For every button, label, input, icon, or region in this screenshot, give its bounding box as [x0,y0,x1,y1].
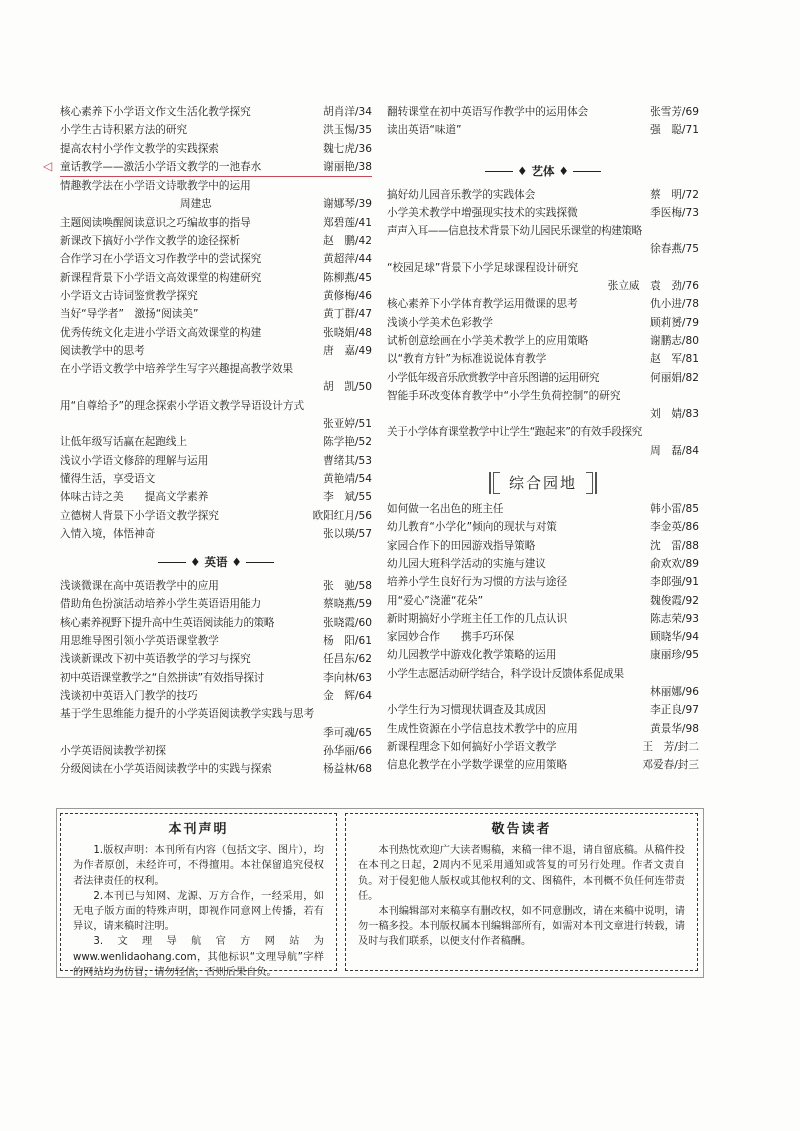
toc-row[interactable]: 新课程背景下小学语文高效课堂的构建研究 陈柳燕/45 [60,271,372,284]
toc-row[interactable]: 浅谈初中英语入门教学的技巧 金 辉/64 [60,689,372,702]
notice-title: 本刊声明 [168,822,229,837]
toc-row[interactable]: 浅议小学语文修辞的理解与运用 曹绪其/53 [60,454,372,467]
toc-row-wrapped[interactable]: 小学生志愿活动研学结合，科学设计反馈体系促成果 林丽娜/96 [387,667,699,699]
toc-row[interactable]: 提高农村小学作文教学的实践探索 魏七虎/36 [60,142,372,155]
toc-row[interactable]: 主题阅读唤醒阅读意识之巧编故事的指导 郑碧莲/41 [60,216,372,229]
toc-row[interactable]: 如何做一名出色的班主任 韩小雷/85 [387,503,699,516]
toc-row[interactable]: 翻转课堂在初中英语写作教学中的运用体会 张雪芳/69 [387,106,699,118]
toc-row[interactable]: 让低年级写话赢在起跑线上 陈学艳/52 [60,436,372,449]
readers-box [345,813,698,971]
toc-row[interactable]: 读出英语“味道” 强 聪/71 [387,124,699,137]
readers-title: 敬告读者 [491,822,552,837]
toc-row[interactable]: 核心素养下小学体育教学运用微课的思考 仇小进/78 [387,298,699,311]
toc-row[interactable]: 合作学习在小学语文习作教学中的尝试探究 黄超萍/44 [60,253,372,266]
toc-row[interactable]: 核心素养下小学语文作文生活化教学探究 胡肖洋/34 [60,106,372,118]
toc-row[interactable]: 浅谈新课改下初中英语教学的学习与探究 任昌东/62 [60,653,372,666]
readers-paragraph: 本刊热忱欢迎广大读者赐稿，来稿一律不退，请自留底稿。从稿件投在本刊之日起，2周内不见采用通知或答复的可另行处理。作者文责自负。对于侵犯他人版权或其他权利的文、图稿件，本刊概不负任何连带责任。 [358,845,685,902]
list-left-top [43,103,372,177]
list-left [60,214,372,360]
notice-paragraph: 3.文理导航官方网站为 www.wenlidaohang.com，其他标识“文理导航”字样的网站均为仿冒，请勿轻信，否则后果自负。 [73,936,324,978]
toc-row[interactable]: 立德树人背景下小学语文教学探究 欧阳红月/56 [60,509,372,522]
toc-row[interactable]: 家园合作下的田园游戏指导策略 沈 雷/88 [387,539,699,552]
left-column [43,103,372,778]
readers-paragraph: 本刊编辑部对来稿享有删改权，如不同意删改，请在来稿中说明，请勿一稿多投。本刊版权属本刊编辑部所有，如需对本刊文章进行转载，请及时与我们联系，以便支付作者稿酬。 [358,906,685,948]
notice-box [60,813,337,978]
toc-row[interactable]: 当好“导学者” 激扬“阅读美” 黄丁群/47 [60,308,372,321]
toc-row[interactable]: 浅谈微课在高中英语教学中的应用 张 驰/58 [60,580,372,593]
toc-row-wrapped[interactable]: 情趣教学法在小学语文诗歌教学中的运用 周建忠 谢娜琴/39 [60,180,372,211]
section-heading-art: ♦ 艺体 ♦ [387,156,699,186]
diamond-icon: ♦ [558,163,569,178]
toc-row[interactable]: 以“教育方针”为标准说说体育教学 赵 军/81 [387,353,699,366]
toc-row[interactable]: 幼儿园教学中游戏化教学策略的运用 康丽珍/95 [387,649,699,662]
toc-row[interactable]: 小学美术教学中增强现实技术的实践探微 季医梅/73 [387,206,699,219]
toc-row-wrapped[interactable]: 声声入耳——信息技术背景下幼儿园民乐课堂的构建策略 徐春燕/75 [387,225,699,256]
toc-row[interactable]: 懂得生活，享受语文 黄艳靖/54 [60,472,372,485]
toc-row[interactable]: 小学语文古诗词鉴赏教学探究 黄修梅/46 [60,289,372,302]
toc-row[interactable]: 新时期搞好小学班主任工作的几点认识 陈志荣/93 [387,612,699,625]
list-zonghe [387,500,699,665]
toc-row-highlighted[interactable]: ◁ 童话教学——激活小学语文教学的一池春水 谢丽艳/38 [60,158,372,177]
toc-row[interactable]: 小学生行为习惯现状调查及其成因 李正良/97 [387,704,699,717]
list-art-2 [387,295,699,386]
toc-row[interactable]: 幼儿教育“小学化”倾向的现状与对策 李金英/86 [387,521,699,534]
notice-paragraph: 1.版权声明：本刊所有内容（包括文字、图片），均为作者原创，未经许可，不得擅用。本社保留追究侵权者法律责任的权利。 [73,845,324,887]
list-zonghe-2 [387,701,699,774]
toc-row-wrapped[interactable]: 用“自尊给予”的理念探索小学语文教学导语设计方式 张亚婷/51 [60,399,372,431]
toc-row[interactable]: 小学英语阅读教学初探 孙华丽/66 [60,744,372,757]
toc-row[interactable]: 信息化教学在小学数学课堂的应用策略 邓爱春/封三 [387,759,699,772]
list-right-top [387,103,699,140]
toc-row[interactable]: 小学低年级音乐欣赏教学中音乐图谱的运用研究 何丽娟/82 [387,371,699,384]
right-column [387,103,699,775]
hand-mark-icon: ◁ [43,158,53,173]
toc-row[interactable]: 试析创意绘画在小学美术教学上的应用策略 谢鹏志/80 [387,334,699,347]
diamond-icon: ♦ [190,555,201,570]
list-english-2 [60,742,372,779]
toc-row[interactable]: 浅谈小学美术色彩教学 顾莉赟/79 [387,316,699,329]
section-heading-english: ♦ 英语 ♦ [60,547,372,577]
notice-paragraph: 2.本刊已与知网、龙源、万方合作，一经采用，如无电子版方面的特殊声明，即视作同意网上传播，若有异议，请来稿时注明。 [73,890,324,933]
toc-row[interactable]: 新课程理念下如何搞好小学语文教学 王 芳/封二 [387,740,699,753]
toc-row-wrapped[interactable]: “校园足球”背景下小学足球课程设计研究 张立威 袁 劲/76 [387,261,699,293]
toc-row[interactable]: 优秀传统文化走进小学语文高效课堂的构建 张晓娟/48 [60,326,372,339]
toc-row[interactable]: 用思维导图引领小学英语课堂教学 杨 阳/61 [60,635,372,648]
toc-row[interactable]: 生成性资源在小学信息技术教学中的应用 黄景华/98 [387,722,699,735]
section-banner-zonghe: 综合园地 [489,472,597,494]
toc-row[interactable]: 培养小学生良好行为习惯的方法与途径 李郎强/91 [387,576,699,589]
toc-row[interactable]: 核心素养视野下提升高中生英语阅读能力的策略 张晓霞/60 [60,616,372,629]
list-left-2 [60,433,372,543]
toc-row[interactable]: 入情入境，体悟神奇 张以瑛/57 [60,527,372,540]
toc-row[interactable]: 分级阅读在小学英语阅读教学中的实践与探索 杨益林/68 [60,763,372,776]
list-art [387,186,699,223]
toc-row[interactable]: 幼儿园大班科学活动的实施与建议 俞欢欢/89 [387,557,699,570]
toc-row[interactable]: 体味古诗之美 提高文学素养 李 斌/55 [60,491,372,504]
toc-row[interactable]: 新课改下搞好小学作文教学的途径探析 赵 鹏/42 [60,235,372,248]
diamond-icon: ♦ [517,163,528,178]
toc-row[interactable]: 家园妙合作 携手巧环保 顾晓华/94 [387,631,699,644]
toc-row-wrapped[interactable]: 关于小学体育课堂教学中让学生“跑起来”的有效手段探究 周 磊/84 [387,426,699,457]
toc-row[interactable]: 阅读教学中的思考 唐 嘉/49 [60,344,372,357]
toc-row-wrapped[interactable]: 基于学生思维能力提升的小学英语阅读教学实践与思考 季可魂/65 [60,708,372,739]
toc-row[interactable]: 小学生古诗积累方法的研究 洪玉惕/35 [60,124,372,137]
toc-row[interactable]: 用“爱心”浇灌“花朵” 魏俊霞/92 [387,594,699,607]
list-english [60,577,372,705]
toc-row[interactable]: 搞好幼儿园音乐教学的实践体会 蔡 明/72 [387,188,699,201]
toc-row[interactable]: 借助角色扮演活动培养小学生英语语用能力 蔡晓燕/59 [60,598,372,611]
toc-row-wrapped[interactable]: 在小学语文教学中培养学生写字兴趣提高教学效果 胡 凯/50 [60,363,372,394]
diamond-icon: ♦ [231,555,242,570]
toc-row-wrapped[interactable]: 智能手环改变体育教学中“小学生负荷控制”的研究 刘 婧/83 [387,389,699,421]
toc-row[interactable]: 初中英语课堂教学之“自然拼读”有效指导探讨 李向林/63 [60,671,372,684]
